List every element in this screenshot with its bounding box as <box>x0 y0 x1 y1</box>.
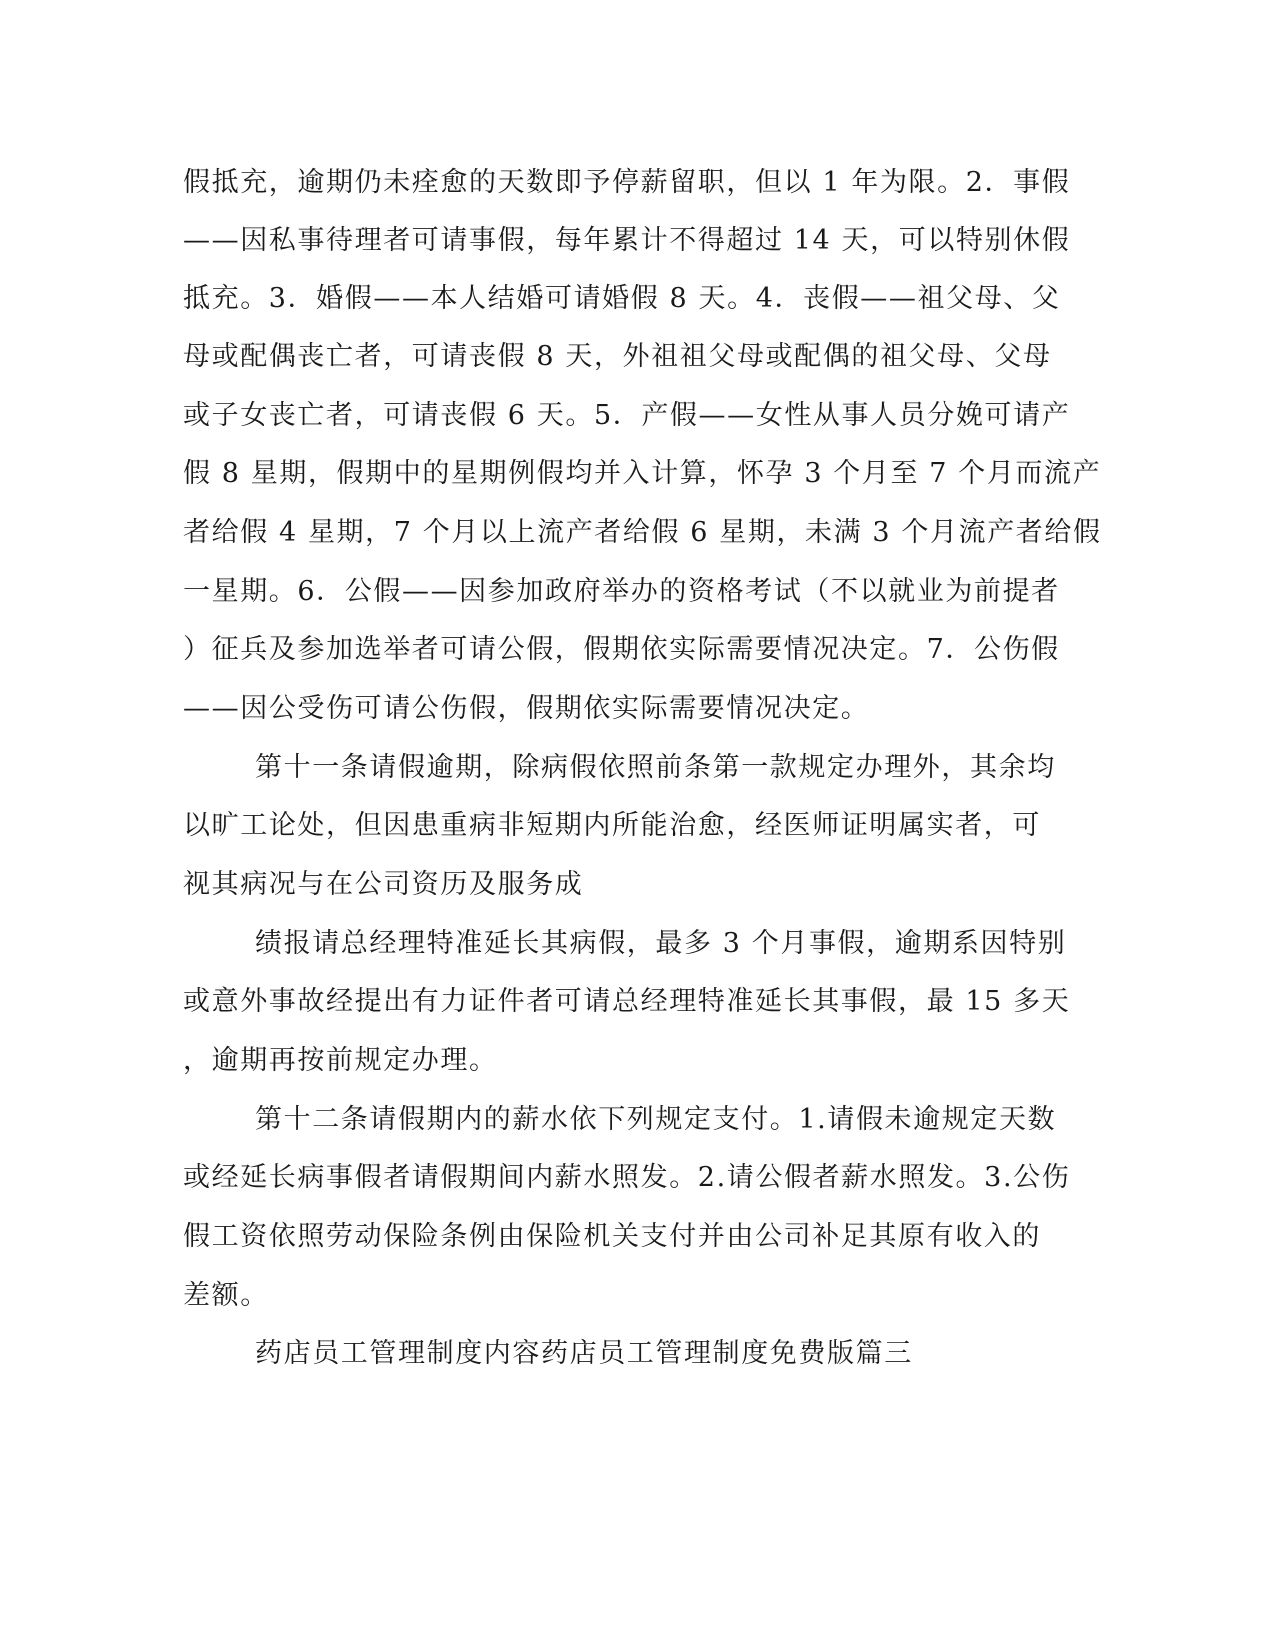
text-line: 或意外事故经提出有力证件者可请总经理特准延长其事假，最 15 多天 <box>183 986 1071 1017</box>
text-line: ，逾期再按前规定办理。 <box>183 1045 498 1076</box>
text-line: 或经延长病事假者请假期间内薪水照发。2.请公假者薪水照发。3.公伤 <box>183 1162 1071 1193</box>
text-line: 抵充。3．婚假——本人结婚可请婚假 8 天。4．丧假——祖父母、父 <box>183 283 1061 314</box>
text-line: 或子女丧亡者，可请丧假 6 天。5．产假——女性从事人员分娩可请产 <box>183 400 1071 431</box>
paragraph-start-line: 第十二条请假期内的薪水依下列规定支付。1.请假未逾规定天数 <box>255 1104 1057 1135</box>
text-line: 视其病况与在公司资历及服务成 <box>183 869 584 900</box>
paragraph-start-line: 第十一条请假逾期，除病假依照前条第一款规定办理外，其余均 <box>255 752 1056 783</box>
text-line: 者给假 4 星期，7 个月以上流产者给假 6 星期，未满 3 个月流产者给假 <box>183 517 1102 548</box>
text-line: ）征兵及参加选举者可请公假，假期依实际需要情况决定。7．公伤假 <box>183 634 1060 665</box>
paragraph-start-line: 绩报请总经理特准延长其病假，最多 3 个月事假，逾期系因特别 <box>255 928 1067 959</box>
text-line: ——因公受伤可请公伤假，假期依实际需要情况决定。 <box>183 693 870 724</box>
text-line: ——因私事待理者可请事假，每年累计不得超过 14 天，可以特别休假 <box>183 225 1071 256</box>
text-line: 以旷工论处，但因患重病非短期内所能治愈，经医师证明属实者，可 <box>183 810 1041 841</box>
text-line: 假工资依照劳动保险条例由保险机关支付并由公司补足其原有收入的 <box>183 1221 1041 1252</box>
text-line: 假抵充，逾期仍未痊愈的天数即予停薪留职，但以 1 年为限。2．事假 <box>183 167 1071 198</box>
text-line: 一星期。6．公假——因参加政府举办的资格考试（不以就业为前提者 <box>183 576 1060 607</box>
text-line: 母或配偶丧亡者，可请丧假 8 天，外祖祖父母或配偶的祖父母、父母 <box>183 341 1052 372</box>
section-heading: 药店员工管理制度内容药店员工管理制度免费版篇三 <box>255 1338 913 1369</box>
text-line: 差额。 <box>183 1280 269 1311</box>
text-line: 假 8 星期，假期中的星期例假均并入计算，怀孕 3 个月至 7 个月而流产 <box>183 458 1102 489</box>
